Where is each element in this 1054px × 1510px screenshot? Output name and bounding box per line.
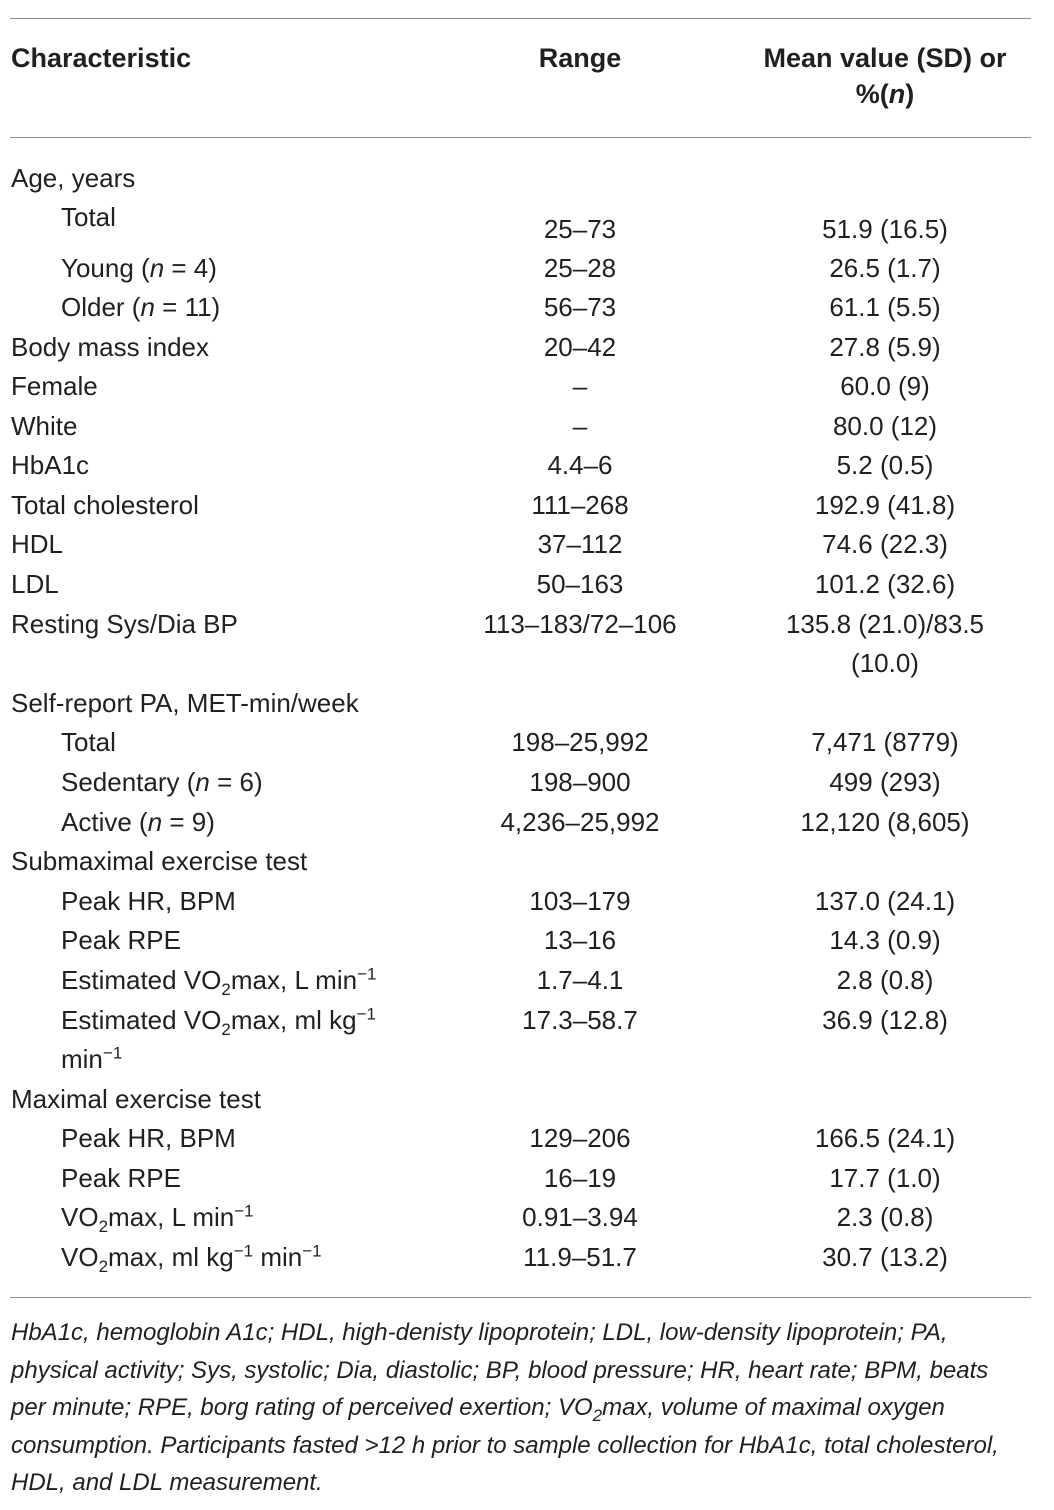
header-mean-line2: %(n) (855, 79, 915, 109)
row-label: Young (n = 4) (61, 253, 217, 283)
row-range: 17.3–58.7 (522, 1005, 638, 1035)
row-mean: 51.9 (16.5) (822, 214, 948, 244)
header-bottom-rule (10, 137, 1031, 138)
row-label: Active (n = 9) (61, 807, 215, 837)
row-label: Total (61, 727, 116, 757)
row-range: 0.91–3.94 (522, 1202, 638, 1232)
row-label: Maximal exercise test (11, 1084, 261, 1114)
row-mean: 499 (293) (829, 767, 941, 797)
row-mean: 135.8 (21.0)/83.5 (10.0) (785, 609, 985, 678)
table-footnote: HbA1c, hemoglobin A1c; HDL, high-denisty lipoprotein; LDL, low-density lipoprotein; PA, physical activity; Sys, systolic; Dia, diastolic; BP, blood pressure; HR, heart rate; BPM, beats per minute; RPE, borg rating of perceived exertion; $VO_2\max$, volume of maximal oxygen consumption. Participants fasted >12 h prior to sample collection for HbA1c, total cholesterol, HDL, and LDL measurement. (11, 1319, 999, 1496)
row-mean: 12,120 (8,605) (800, 807, 970, 837)
row-range: 16–19 (543, 1163, 617, 1193)
row-label: $VO_2\max$, ml $kg^{-1}$ $\min^{-1}$ (61, 1241, 322, 1277)
row-mean: 2.8 (0.8) (836, 965, 934, 995)
row-label: $VO_2\max$, L $\min^{-1}$ (61, 1201, 254, 1237)
row-mean: 60.0 (9) (840, 371, 930, 401)
row-range: 50–163 (536, 569, 624, 599)
row-mean: 36.9 (12.8) (822, 1005, 948, 1035)
row-mean: 137.0 (24.1) (814, 886, 956, 916)
row-label: LDL (11, 569, 59, 599)
row-mean: 192.9 (41.8) (814, 490, 956, 520)
row-range: 1.7–4.1 (536, 965, 624, 995)
row-range: 4.4–6 (547, 450, 613, 480)
row-label: Peak HR, BPM (61, 886, 236, 916)
row-mean: 80.0 (12) (832, 411, 938, 441)
row-range: 25–28 (543, 253, 617, 283)
row-range: 4,236–25,992 (500, 807, 660, 837)
header-range: Range (538, 43, 622, 73)
row-range: 129–206 (529, 1123, 631, 1153)
row-label: Estimated $VO_2\max$, L $\min^{-1}$ (61, 964, 377, 1000)
row-mean: 27.8 (5.9) (829, 332, 941, 362)
row-range: – (572, 411, 588, 441)
row-label: Female (11, 371, 98, 401)
row-range: 198–900 (529, 767, 631, 797)
row-range: 113–183/72–106 (483, 609, 677, 639)
row-mean: 5.2 (0.5) (836, 450, 934, 480)
row-range: 56–73 (543, 292, 617, 322)
row-label: Peak RPE (61, 1163, 181, 1193)
row-range: – (572, 371, 588, 401)
row-label: Total (61, 202, 116, 232)
row-mean: 17.7 (1.0) (829, 1163, 941, 1193)
table-top-rule (10, 18, 1031, 19)
row-label: Body mass index (11, 332, 209, 362)
row-label: Older (n = 11) (61, 292, 221, 322)
row-mean: 30.7 (13.2) (822, 1242, 948, 1272)
row-label: Submaximal exercise test (11, 846, 308, 876)
row-label: HDL (11, 529, 64, 559)
row-label: Total cholesterol (11, 490, 199, 520)
row-label: Resting Sys/Dia BP (11, 609, 238, 639)
row-range: 11.9–51.7 (523, 1242, 637, 1272)
row-mean: 74.6 (22.3) (822, 529, 948, 559)
row-mean: 101.2 (32.6) (814, 569, 956, 599)
row-mean: 7,471 (8779) (811, 727, 959, 757)
row-mean: 26.5 (1.7) (829, 253, 941, 283)
row-range: 13–16 (543, 925, 617, 955)
row-label: Estimated $VO_2\max$, ml $kg^{-1}$ $\min^{-1}$ (61, 1004, 376, 1074)
row-label: Peak RPE (61, 925, 181, 955)
row-range: 37–112 (537, 529, 623, 559)
row-mean: 2.3 (0.8) (836, 1202, 934, 1232)
row-range: 198–25,992 (511, 727, 649, 757)
row-label: Age, years (11, 163, 136, 193)
row-label: Sedentary (n = 6) (61, 767, 263, 797)
row-mean: 166.5 (24.1) (814, 1123, 956, 1153)
row-range: 20–42 (543, 332, 617, 362)
header-characteristic: Characteristic (11, 43, 192, 73)
table-bottom-rule (10, 1297, 1031, 1298)
row-range: 103–179 (529, 886, 631, 916)
row-label: Peak HR, BPM (61, 1123, 236, 1153)
header-mean-line1: Mean value (SD) or (763, 43, 1007, 73)
row-label: White (11, 411, 78, 441)
row-range: 25–73 (543, 214, 617, 244)
row-range: 111–268 (531, 490, 629, 520)
header-mean (740, 40, 1030, 112)
row-mean: 61.1 (5.5) (829, 292, 941, 322)
row-label: Self-report PA, MET-min/week (11, 688, 359, 718)
row-mean: 14.3 (0.9) (829, 925, 941, 955)
row-label: HbA1c (11, 450, 90, 480)
